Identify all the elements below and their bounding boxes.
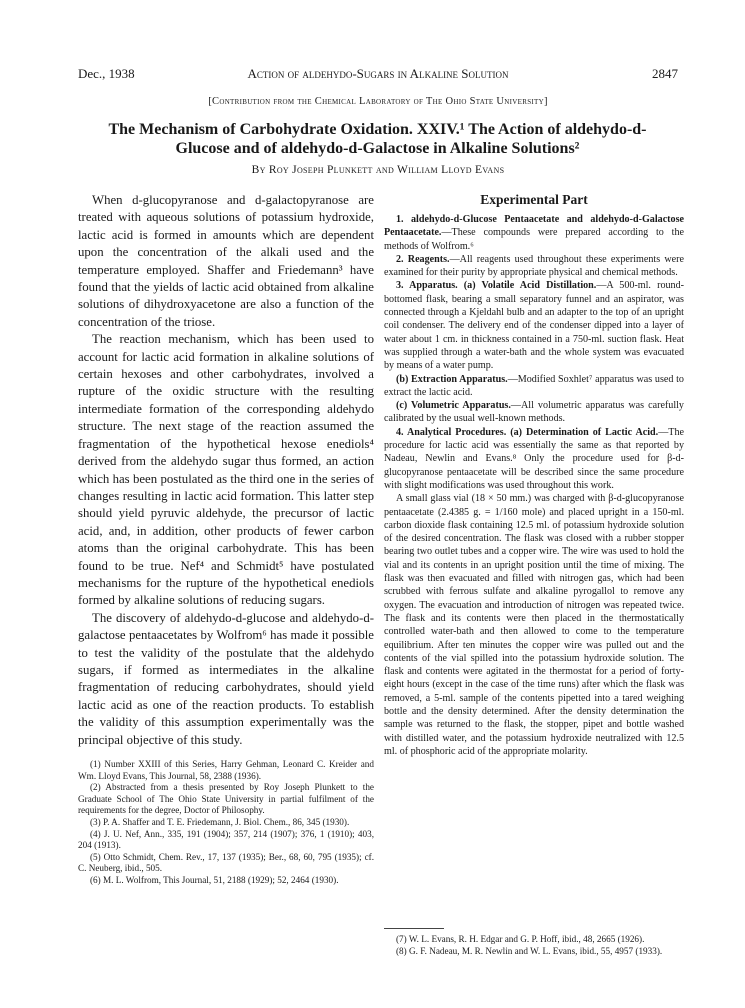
article-title (70, 120, 685, 158)
experimental-item (384, 279, 684, 372)
item-text: —A 500-ml. round-bottomed flask, bearing a small separatory funnel and an aspirator, was connected through a Kjeldahl bulb and an adapter to the top of an upright coil condenser. The delivery end of the condenser dipped into a layer of water about 1 cm. in thickness contained in a 750-ml. suction flask. Heat was supplied through a water-bath and the whole system was evacuated by means of a water pump. (384, 280, 684, 372)
footnotes-left (78, 759, 374, 887)
item-text: —Modified Soxhlet⁷ apparatus was used to extract the lactic acid. (384, 373, 684, 398)
item-text: —The procedure for lactic acid was essentially the same as that reported by Nadeau, Newlin and Evans.⁸ Only the procedure used for β-d-glucopyranose pentaacetate will be described since the same procedure with slight modifications was used throughout this work. (384, 426, 684, 491)
item-heading: 4. Analytical Procedures. (a) Determination of Lactic Acid. (396, 426, 659, 438)
item-heading: 2. Reagents. (396, 253, 450, 265)
footnotes-right (384, 934, 684, 957)
footnote: (6) M. L. Wolfrom, This Journal, 51, 2188 (1929); 52, 2464 (1930). (90, 874, 339, 885)
left-column (78, 192, 374, 887)
experimental-item (384, 213, 684, 253)
body-paragraph: The discovery of aldehydo-d-glucose and aldehydo-d-galactose pentaacetates by Wolfrom⁶ has made it possible to test the validity of the postulate that the aldehydo sugars, if formed as intermediates in the alkaline fragmentation of reducing carbohydrates, should yield lactic acid as one of the reaction products. To establish the validity of this assumption experimentally was the principal objective of this study. (78, 610, 374, 747)
running-head-date: Dec., 1938 (78, 66, 135, 81)
item-text: —All volumetric apparatus was carefully calibrated by the usual well-known methods. (384, 400, 684, 425)
experimental-item (384, 253, 684, 280)
author-byline: By Roy Joseph Plunkett and William Lloyd Evans (251, 164, 505, 176)
article-title-line-2: Glucose and of aldehydo-d-Galactose in Alkaline Solutions² (175, 140, 580, 157)
contribution-line: [Contribution from the Chemical Laboratory of The Ohio State University] (208, 96, 548, 107)
item-text: —These compounds were prepared according to the methods of Wolfrom.⁶ (384, 227, 684, 252)
experimental-item (384, 399, 684, 426)
page-number: 2847 (652, 66, 678, 81)
footnote: (1) Number XXIII of this Series, Harry Gehman, Leonard C. Kreider and Wm. Lloyd Evans, This Journal, 58, 2388 (1936). (78, 759, 374, 781)
section-heading: Experimental Part (480, 192, 588, 207)
experimental-item (384, 426, 684, 492)
body-paragraph: When d-glucopyranose and d-galactopyranose are treated with aqueous solutions of potassium hydroxide, lactic acid is formed in amounts which are dependent upon the concentration of the alkali used and the temperature employed. Shaffer and Friedemann³ have found that the yields of lactic acid obtained from alkaline solutions of dihydroxyacetone are also a function of the concentration of the triose. (78, 193, 374, 329)
footnote: (4) J. U. Nef, Ann., 335, 191 (1904); 357, 214 (1907); 376, 1 (1910); 403, 204 (1913). (78, 828, 374, 851)
footnote: (5) Otto Schmidt, Chem. Rev., 17, 137 (1935); Ber., 68, 60, 795 (1935); cf. C. Neuberg, ibid., 505. (78, 851, 374, 874)
experimental-item (384, 373, 684, 400)
running-head-title: Action of aldehydo-Sugars in Alkaline Solution (247, 66, 509, 81)
body-paragraph: The reaction mechanism, which has been used to account for lactic acid formation in alkaline solutions of certain hexoses and other carbohydrates, involved a rupture of the oxidic structure with the resulting intermediate formation of the corresponding aldehydo structure. The next stage of the reaction assumed the fragmentation of the hypothetical hexose enediols⁴ derived from the aldehydo sugar thus formed, an action which has been postulated as the third one in the series of changes resulting in lactic acid formation. This latter step should yield pyruvic aldehyde, the precursor of lactic acid, and, in addition, other products of fewer carbon atoms than the original carbohydrate. This has been found to be true. Nef⁴ and Schmidt⁵ have postulated mechanisms for the rupture of the hypothetical enediols formed by alkaline solutions of reducing sugars. (78, 332, 374, 608)
item-heading: (b) Extraction Apparatus. (396, 373, 508, 385)
article-title-line-1: The Mechanism of Carbohydrate Oxidation. XXIV.¹ The Action of aldehydo-d- (108, 121, 647, 138)
item-heading: 1. aldehydo-d-Glucose Pentaacetate and aldehydo-d-Galactose Pentaacetate. (384, 214, 684, 239)
item-heading: 3. Apparatus. (a) Volatile Acid Distillation. (396, 280, 597, 292)
footnote: (2) Abstracted from a thesis presented by Roy Joseph Plunkett to the Graduate School of The Ohio State University in partial fulfilment of the requirements for the degree, Doctor of Philosophy. (78, 782, 374, 816)
item-text: —All reagents used throughout these experiments were examined for their purity by appropriate physical and chemical methods. (384, 253, 684, 279)
procedure-paragraph: A small glass vial (18 × 50 mm.) was charged with β-d-glucopyranose pentaacetate (2.4385 g. = 1/160 mole) and placed upright in a 150-ml. carbon dioxide flask containing 12.5 ml. of potassium hydroxide solution of the desired concentration. The flask was closed with a rubber stopper bearing two outlet tubes and a copper wire. The wire was used to hold the vial and its contents in an upright position until the time of mixing. The flask was then evacuated and filled with nitrogen gas, which had been scrubbed with ferrous sulfate and alkaline pyrogallol to remove any oxygen. The evacuation and introduction of nitrogen was repeated twice. The flask and its contents were then placed in the thermostatically controlled water-bath and then allowed to come to the temperature equilibrium. After ten minutes the copper wire was pulled out and the contents of the vial spilled into the potassium hydroxide solution. The flask and contents were agitated in the thermostat for a period of forty-eight hours (except in the case of the time runs) after which the flask was removed, a 5-ml. sample of the contents pipetted into a tared weighing bottle and the density determined. After the density determination the sample was returned to the flask, the stopper, pipet and bottle washed with distilled water, and the potassium hydroxide neutralized with 12.5 ml. of phosphoric acid of the appropriate molarity. (384, 493, 684, 757)
right-column (384, 192, 684, 758)
footnote-rule (384, 928, 444, 929)
footnote: (7) W. L. Evans, R. H. Edgar and G. P. Hoff, ibid., 48, 2665 (1926). (396, 934, 645, 944)
item-heading: (c) Volumetric Apparatus. (396, 400, 511, 412)
footnote: (8) G. F. Nadeau, M. R. Newlin and W. L. Evans, ibid., 55, 4957 (1933). (396, 945, 663, 956)
footnote: (3) P. A. Shaffer and T. E. Friedemann, J. Biol. Chem., 86, 345 (1930). (90, 816, 350, 827)
